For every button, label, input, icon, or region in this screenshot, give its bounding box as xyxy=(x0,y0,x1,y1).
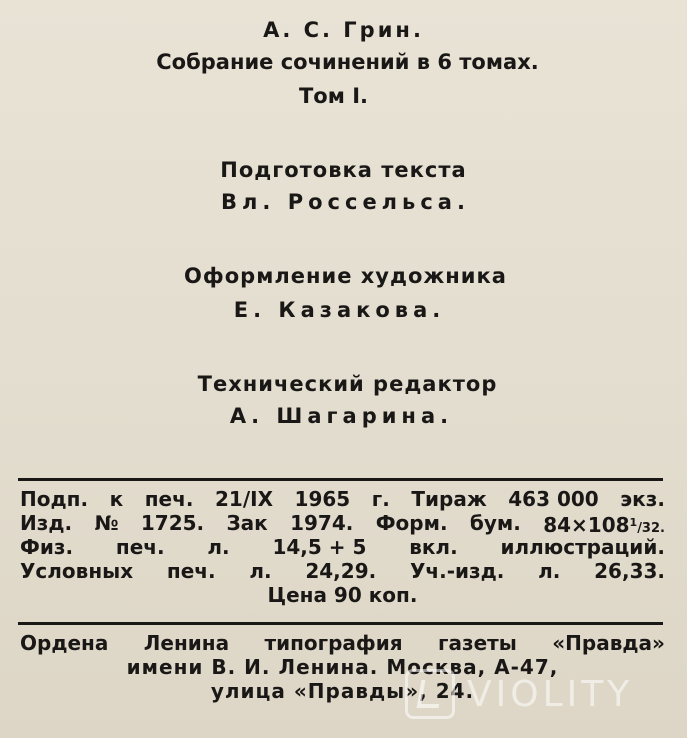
printer-line-1: Ордена Ленина типография газеты «Правда» xyxy=(20,631,665,655)
collection-title: Собрание сочинений в 6 томах. xyxy=(156,50,539,74)
volume-number: Том I. xyxy=(298,84,369,108)
imprint-row-2: Изд. № 1725. Зак 1974. Форм. бум. $84\times 108^1/32$. xyxy=(20,511,665,537)
paper-format: $84\times 108^1/32$. xyxy=(543,513,665,537)
author-name: А. С. Грин. xyxy=(263,18,424,42)
imprint-row-1: Подп. к печ. 21/IX 1965 г. Тираж 463 000 экз. xyxy=(20,487,665,511)
violity-watermark: VIOLITY xyxy=(405,668,675,720)
credit-name-text-prep: Вл. Россельса. xyxy=(221,190,470,214)
printer-line-2: имени В. И. Ленина. Москва, А-47, xyxy=(126,655,559,679)
price-line: Цена 90 коп. xyxy=(267,583,418,607)
bottom-rule xyxy=(18,622,663,625)
imprint-row-3: Физ. печ. л. 14,5 + 5 вкл. иллюстраций. xyxy=(20,535,665,559)
violity-logo-icon xyxy=(405,669,455,719)
printer-line-3: улица «Правды», 24. xyxy=(210,679,475,703)
top-rule xyxy=(18,478,663,481)
credit-role-text-prep: Подготовка текста xyxy=(220,158,467,182)
credit-name-tech-editor: А. Шагарина. xyxy=(229,404,454,428)
imprint-row-4: Условных печ. л. 24,29. Уч.-изд. л. 26,33. xyxy=(20,559,665,583)
credit-role-tech-editor: Технический редактор xyxy=(197,372,498,396)
credit-name-artist: Е. Казакова. xyxy=(233,298,446,322)
credit-role-artist: Оформление художника xyxy=(184,264,507,288)
